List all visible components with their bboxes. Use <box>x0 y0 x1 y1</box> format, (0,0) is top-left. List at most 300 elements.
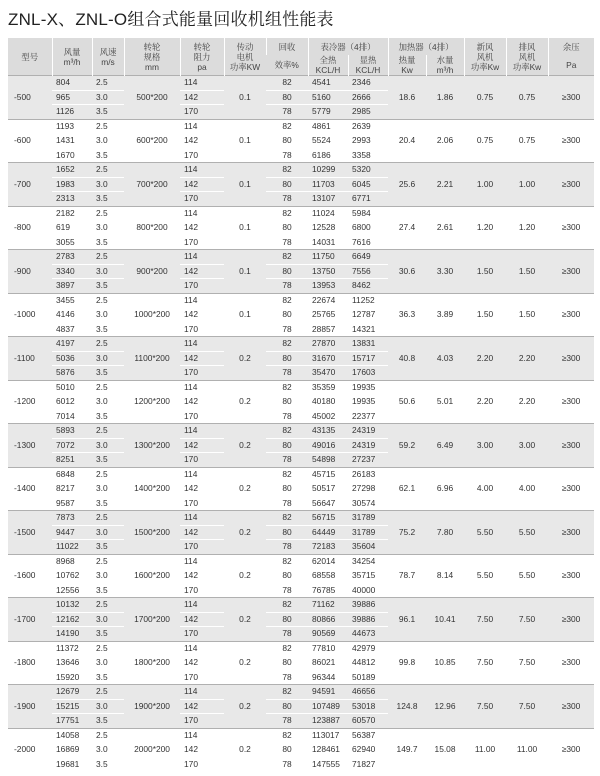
sensible-heat-cell: 34254 <box>348 554 388 569</box>
table-row <box>8 598 594 613</box>
header-recovery-eff: 效率% <box>266 55 308 76</box>
table-row <box>8 76 594 91</box>
airflow-cell: 804 <box>52 76 92 91</box>
heat-output-cell: 124.8 <box>388 685 426 729</box>
wheel-spec-cell: 700*200 <box>124 163 180 207</box>
sensible-heat-cell: 46656 <box>348 685 388 700</box>
sensible-heat-cell: 24319 <box>348 424 388 439</box>
resistance-cell: 170 <box>180 496 224 511</box>
velocity-cell: 2.5 <box>92 163 124 178</box>
total-heat-cell: 5160 <box>308 90 348 105</box>
table-row <box>8 554 594 569</box>
table-row <box>8 380 594 395</box>
resistance-cell: 170 <box>180 192 224 207</box>
header-total-heat: 全热 KCL/H <box>308 55 348 76</box>
sensible-heat-cell: 19935 <box>348 380 388 395</box>
sensible-heat-cell: 7616 <box>348 235 388 250</box>
velocity-cell: 3.0 <box>92 438 124 453</box>
airflow-cell: 1126 <box>52 105 92 120</box>
wheel-spec-cell: 1200*200 <box>124 380 180 424</box>
model-cell: -1200 <box>8 380 52 424</box>
header-model: 型号 <box>8 38 52 76</box>
total-heat-cell: 56715 <box>308 511 348 526</box>
water-flow-cell: 3.30 <box>426 250 464 294</box>
total-heat-cell: 10299 <box>308 163 348 178</box>
water-flow-cell: 6.96 <box>426 467 464 511</box>
velocity-cell: 2.5 <box>92 467 124 482</box>
airflow-cell: 2182 <box>52 206 92 221</box>
resistance-cell: 170 <box>180 670 224 685</box>
model-cell: -600 <box>8 119 52 163</box>
exhaust-fan-cell: 7.50 <box>506 685 548 729</box>
total-heat-cell: 40180 <box>308 395 348 410</box>
efficiency-cell: 78 <box>266 409 308 424</box>
wheel-spec-cell: 1300*200 <box>124 424 180 468</box>
model-cell: -1400 <box>8 467 52 511</box>
velocity-cell: 3.0 <box>92 525 124 540</box>
wheel-spec-cell: 900*200 <box>124 250 180 294</box>
residual-pressure-cell: ≥300 <box>548 293 594 337</box>
total-heat-cell: 13750 <box>308 264 348 279</box>
header-fresh-fan: 新风 风机 功率Kw <box>464 38 506 76</box>
total-heat-cell: 123887 <box>308 714 348 729</box>
sensible-heat-cell: 56387 <box>348 728 388 743</box>
resistance-cell: 170 <box>180 105 224 120</box>
residual-pressure-cell: ≥300 <box>548 119 594 163</box>
airflow-cell: 11372 <box>52 641 92 656</box>
efficiency-cell: 82 <box>266 206 308 221</box>
efficiency-cell: 78 <box>266 757 308 771</box>
sensible-heat-cell: 53018 <box>348 699 388 714</box>
header-cooler: 表冷器（4排） <box>308 38 388 55</box>
resistance-cell: 142 <box>180 308 224 323</box>
resistance-cell: 114 <box>180 728 224 743</box>
airflow-cell: 1652 <box>52 163 92 178</box>
airflow-cell: 9447 <box>52 525 92 540</box>
total-heat-cell: 64449 <box>308 525 348 540</box>
airflow-cell: 5036 <box>52 351 92 366</box>
sensible-heat-cell: 42979 <box>348 641 388 656</box>
exhaust-fan-cell: 2.20 <box>506 380 548 424</box>
sensible-heat-cell: 6045 <box>348 177 388 192</box>
velocity-cell: 2.5 <box>92 206 124 221</box>
resistance-cell: 170 <box>180 279 224 294</box>
efficiency-cell: 78 <box>266 105 308 120</box>
efficiency-cell: 78 <box>266 235 308 250</box>
water-flow-cell: 7.80 <box>426 511 464 555</box>
motor-cell: 0.1 <box>224 293 266 337</box>
total-heat-cell: 49016 <box>308 438 348 453</box>
efficiency-cell: 80 <box>266 177 308 192</box>
total-heat-cell: 56647 <box>308 496 348 511</box>
wheel-spec-cell: 1400*200 <box>124 467 180 511</box>
airflow-cell: 13646 <box>52 656 92 671</box>
resistance-cell: 114 <box>180 206 224 221</box>
heat-output-cell: 59.2 <box>388 424 426 468</box>
header-residual-unit: Pa <box>548 55 594 76</box>
residual-pressure-cell: ≥300 <box>548 250 594 294</box>
airflow-cell: 15920 <box>52 670 92 685</box>
efficiency-cell: 78 <box>266 279 308 294</box>
resistance-cell: 114 <box>180 163 224 178</box>
velocity-cell: 3.0 <box>92 134 124 149</box>
efficiency-cell: 80 <box>266 525 308 540</box>
resistance-cell: 170 <box>180 453 224 468</box>
velocity-cell: 3.5 <box>92 235 124 250</box>
wheel-spec-cell: 500*200 <box>124 76 180 120</box>
efficiency-cell: 80 <box>266 612 308 627</box>
total-heat-cell: 77810 <box>308 641 348 656</box>
velocity-cell: 2.5 <box>92 337 124 352</box>
efficiency-cell: 78 <box>266 670 308 685</box>
efficiency-cell: 82 <box>266 293 308 308</box>
velocity-cell: 3.0 <box>92 90 124 105</box>
residual-pressure-cell: ≥300 <box>548 685 594 729</box>
airflow-cell: 11022 <box>52 540 92 555</box>
sensible-heat-cell: 60570 <box>348 714 388 729</box>
airflow-cell: 1193 <box>52 119 92 134</box>
airflow-cell: 7014 <box>52 409 92 424</box>
water-flow-cell: 2.61 <box>426 206 464 250</box>
exhaust-fan-cell: 0.75 <box>506 119 548 163</box>
total-heat-cell: 35359 <box>308 380 348 395</box>
velocity-cell: 2.5 <box>92 250 124 265</box>
model-cell: -1800 <box>8 641 52 685</box>
resistance-cell: 142 <box>180 569 224 584</box>
total-heat-cell: 107489 <box>308 699 348 714</box>
exhaust-fan-cell: 1.50 <box>506 250 548 294</box>
airflow-cell: 8968 <box>52 554 92 569</box>
motor-cell: 0.2 <box>224 554 266 598</box>
sensible-heat-cell: 50189 <box>348 670 388 685</box>
sensible-heat-cell: 31789 <box>348 525 388 540</box>
resistance-cell: 170 <box>180 366 224 381</box>
total-heat-cell: 96344 <box>308 670 348 685</box>
sensible-heat-cell: 3358 <box>348 148 388 163</box>
heat-output-cell: 30.6 <box>388 250 426 294</box>
resistance-cell: 114 <box>180 685 224 700</box>
efficiency-cell: 80 <box>266 221 308 236</box>
model-cell: -1900 <box>8 685 52 729</box>
sensible-heat-cell: 22377 <box>348 409 388 424</box>
header-wheel-resistance: 转轮 阻力 pa <box>180 38 224 76</box>
sensible-heat-cell: 44673 <box>348 627 388 642</box>
total-heat-cell: 80866 <box>308 612 348 627</box>
header-heat-output: 热量 Kw <box>388 55 426 76</box>
velocity-cell: 3.5 <box>92 279 124 294</box>
total-heat-cell: 14031 <box>308 235 348 250</box>
efficiency-cell: 78 <box>266 714 308 729</box>
efficiency-cell: 78 <box>266 627 308 642</box>
airflow-cell: 3340 <box>52 264 92 279</box>
sensible-heat-cell: 19935 <box>348 395 388 410</box>
water-flow-cell: 12.96 <box>426 685 464 729</box>
total-heat-cell: 27870 <box>308 337 348 352</box>
resistance-cell: 114 <box>180 380 224 395</box>
airflow-cell: 7873 <box>52 511 92 526</box>
total-heat-cell: 5524 <box>308 134 348 149</box>
resistance-cell: 170 <box>180 583 224 598</box>
page-title: ZNL-X、ZNL-O组合式能量回收机组性能表 <box>8 10 334 29</box>
resistance-cell: 114 <box>180 554 224 569</box>
sensible-heat-cell: 11252 <box>348 293 388 308</box>
residual-pressure-cell: ≥300 <box>548 76 594 120</box>
resistance-cell: 142 <box>180 699 224 714</box>
airflow-cell: 3455 <box>52 293 92 308</box>
velocity-cell: 2.5 <box>92 554 124 569</box>
header-exhaust-fan: 排风 风机 功率Kw <box>506 38 548 76</box>
sensible-heat-cell: 2985 <box>348 105 388 120</box>
airflow-cell: 4146 <box>52 308 92 323</box>
efficiency-cell: 80 <box>266 656 308 671</box>
resistance-cell: 114 <box>180 337 224 352</box>
efficiency-cell: 78 <box>266 366 308 381</box>
model-cell: -800 <box>8 206 52 250</box>
water-flow-cell: 15.08 <box>426 728 464 771</box>
sensible-heat-cell: 39886 <box>348 598 388 613</box>
total-heat-cell: 4861 <box>308 119 348 134</box>
header-residual-pressure: 余压 <box>548 38 594 55</box>
exhaust-fan-cell: 7.50 <box>506 598 548 642</box>
wheel-spec-cell: 1100*200 <box>124 337 180 381</box>
resistance-cell: 114 <box>180 641 224 656</box>
velocity-cell: 3.5 <box>92 322 124 337</box>
efficiency-cell: 78 <box>266 540 308 555</box>
residual-pressure-cell: ≥300 <box>548 511 594 555</box>
velocity-cell: 3.0 <box>92 264 124 279</box>
fresh-fan-cell: 3.00 <box>464 424 506 468</box>
resistance-cell: 142 <box>180 395 224 410</box>
airflow-cell: 17751 <box>52 714 92 729</box>
airflow-cell: 8251 <box>52 453 92 468</box>
airflow-cell: 4197 <box>52 337 92 352</box>
efficiency-cell: 82 <box>266 337 308 352</box>
residual-pressure-cell: ≥300 <box>548 380 594 424</box>
efficiency-cell: 82 <box>266 467 308 482</box>
efficiency-cell: 82 <box>266 598 308 613</box>
total-heat-cell: 72183 <box>308 540 348 555</box>
water-flow-cell: 3.89 <box>426 293 464 337</box>
resistance-cell: 142 <box>180 134 224 149</box>
header-airflow: 风量 m³/h <box>52 38 92 76</box>
velocity-cell: 3.5 <box>92 627 124 642</box>
velocity-cell: 3.5 <box>92 148 124 163</box>
airflow-cell: 12556 <box>52 583 92 598</box>
sensible-heat-cell: 14321 <box>348 322 388 337</box>
total-heat-cell: 22674 <box>308 293 348 308</box>
exhaust-fan-cell: 1.00 <box>506 163 548 207</box>
velocity-cell: 2.5 <box>92 119 124 134</box>
sensible-heat-cell: 6800 <box>348 221 388 236</box>
resistance-cell: 114 <box>180 424 224 439</box>
wheel-spec-cell: 1500*200 <box>124 511 180 555</box>
airflow-cell: 1983 <box>52 177 92 192</box>
velocity-cell: 2.5 <box>92 641 124 656</box>
airflow-cell: 1670 <box>52 148 92 163</box>
total-heat-cell: 12528 <box>308 221 348 236</box>
efficiency-cell: 82 <box>266 424 308 439</box>
exhaust-fan-cell: 1.20 <box>506 206 548 250</box>
water-flow-cell: 10.41 <box>426 598 464 642</box>
airflow-cell: 10762 <box>52 569 92 584</box>
efficiency-cell: 82 <box>266 511 308 526</box>
exhaust-fan-cell: 2.20 <box>506 337 548 381</box>
resistance-cell: 170 <box>180 627 224 642</box>
efficiency-cell: 78 <box>266 148 308 163</box>
airflow-cell: 4837 <box>52 322 92 337</box>
efficiency-cell: 80 <box>266 308 308 323</box>
water-flow-cell: 2.21 <box>426 163 464 207</box>
velocity-cell: 2.5 <box>92 685 124 700</box>
efficiency-cell: 78 <box>266 583 308 598</box>
sensible-heat-cell: 35715 <box>348 569 388 584</box>
resistance-cell: 142 <box>180 351 224 366</box>
velocity-cell: 3.5 <box>92 453 124 468</box>
sensible-heat-cell: 6649 <box>348 250 388 265</box>
header-heater: 加热器（4排） <box>388 38 464 55</box>
heat-output-cell: 36.3 <box>388 293 426 337</box>
efficiency-cell: 82 <box>266 641 308 656</box>
efficiency-cell: 80 <box>266 743 308 758</box>
water-flow-cell: 6.49 <box>426 424 464 468</box>
sensible-heat-cell: 62940 <box>348 743 388 758</box>
velocity-cell: 2.5 <box>92 598 124 613</box>
heat-output-cell: 27.4 <box>388 206 426 250</box>
model-cell: -500 <box>8 76 52 120</box>
total-heat-cell: 11024 <box>308 206 348 221</box>
resistance-cell: 142 <box>180 221 224 236</box>
efficiency-cell: 80 <box>266 438 308 453</box>
total-heat-cell: 4541 <box>308 76 348 91</box>
sensible-heat-cell: 5984 <box>348 206 388 221</box>
airflow-cell: 5876 <box>52 366 92 381</box>
exhaust-fan-cell: 0.75 <box>506 76 548 120</box>
motor-cell: 0.1 <box>224 206 266 250</box>
total-heat-cell: 31670 <box>308 351 348 366</box>
total-heat-cell: 86021 <box>308 656 348 671</box>
airflow-cell: 1431 <box>52 134 92 149</box>
fresh-fan-cell: 5.50 <box>464 511 506 555</box>
motor-cell: 0.2 <box>224 337 266 381</box>
residual-pressure-cell: ≥300 <box>548 424 594 468</box>
table-row <box>8 206 594 221</box>
resistance-cell: 142 <box>180 743 224 758</box>
motor-cell: 0.2 <box>224 380 266 424</box>
sensible-heat-cell: 13831 <box>348 337 388 352</box>
total-heat-cell: 6186 <box>308 148 348 163</box>
efficiency-cell: 80 <box>266 569 308 584</box>
airflow-cell: 6012 <box>52 395 92 410</box>
sensible-heat-cell: 15717 <box>348 351 388 366</box>
header-water-flow: 水量 m³/h <box>426 55 464 76</box>
sensible-heat-cell: 2346 <box>348 76 388 91</box>
airflow-cell: 965 <box>52 90 92 105</box>
velocity-cell: 3.0 <box>92 612 124 627</box>
heat-output-cell: 149.7 <box>388 728 426 771</box>
table-row <box>8 511 594 526</box>
velocity-cell: 3.5 <box>92 366 124 381</box>
residual-pressure-cell: ≥300 <box>548 163 594 207</box>
efficiency-cell: 82 <box>266 685 308 700</box>
velocity-cell: 3.5 <box>92 583 124 598</box>
resistance-cell: 170 <box>180 757 224 771</box>
motor-cell: 0.2 <box>224 424 266 468</box>
fresh-fan-cell: 1.50 <box>464 250 506 294</box>
airflow-cell: 9587 <box>52 496 92 511</box>
model-cell: -1000 <box>8 293 52 337</box>
resistance-cell: 170 <box>180 540 224 555</box>
fresh-fan-cell: 11.00 <box>464 728 506 771</box>
resistance-cell: 142 <box>180 482 224 497</box>
table-row <box>8 119 594 134</box>
efficiency-cell: 82 <box>266 76 308 91</box>
velocity-cell: 3.5 <box>92 757 124 771</box>
water-flow-cell: 10.85 <box>426 641 464 685</box>
wheel-spec-cell: 2000*200 <box>124 728 180 771</box>
total-heat-cell: 43135 <box>308 424 348 439</box>
efficiency-cell: 82 <box>266 554 308 569</box>
velocity-cell: 3.0 <box>92 177 124 192</box>
velocity-cell: 2.5 <box>92 76 124 91</box>
motor-cell: 0.1 <box>224 250 266 294</box>
table-row <box>8 728 594 743</box>
resistance-cell: 170 <box>180 322 224 337</box>
fresh-fan-cell: 0.75 <box>464 76 506 120</box>
model-cell: -1600 <box>8 554 52 598</box>
velocity-cell: 2.5 <box>92 424 124 439</box>
total-heat-cell: 128461 <box>308 743 348 758</box>
velocity-cell: 2.5 <box>92 728 124 743</box>
exhaust-fan-cell: 4.00 <box>506 467 548 511</box>
total-heat-cell: 147555 <box>308 757 348 771</box>
wheel-spec-cell: 1700*200 <box>124 598 180 642</box>
total-heat-cell: 50517 <box>308 482 348 497</box>
sensible-heat-cell: 30574 <box>348 496 388 511</box>
heat-output-cell: 20.4 <box>388 119 426 163</box>
resistance-cell: 114 <box>180 293 224 308</box>
efficiency-cell: 80 <box>266 134 308 149</box>
water-flow-cell: 5.01 <box>426 380 464 424</box>
total-heat-cell: 45715 <box>308 467 348 482</box>
velocity-cell: 2.5 <box>92 511 124 526</box>
total-heat-cell: 28857 <box>308 322 348 337</box>
table-row <box>8 250 594 265</box>
resistance-cell: 142 <box>180 525 224 540</box>
total-heat-cell: 90569 <box>308 627 348 642</box>
fresh-fan-cell: 7.50 <box>464 641 506 685</box>
sensible-heat-cell: 5320 <box>348 163 388 178</box>
heat-output-cell: 99.8 <box>388 641 426 685</box>
header-recovery: 回收 <box>266 38 308 55</box>
efficiency-cell: 82 <box>266 380 308 395</box>
sensible-heat-cell: 26183 <box>348 467 388 482</box>
residual-pressure-cell: ≥300 <box>548 554 594 598</box>
heat-output-cell: 75.2 <box>388 511 426 555</box>
motor-cell: 0.2 <box>224 685 266 729</box>
velocity-cell: 3.0 <box>92 395 124 410</box>
model-cell: -1500 <box>8 511 52 555</box>
sensible-heat-cell: 2639 <box>348 119 388 134</box>
velocity-cell: 3.5 <box>92 496 124 511</box>
resistance-cell: 114 <box>180 598 224 613</box>
airflow-cell: 14190 <box>52 627 92 642</box>
wheel-spec-cell: 1000*200 <box>124 293 180 337</box>
heat-output-cell: 62.1 <box>388 467 426 511</box>
motor-cell: 0.2 <box>224 728 266 771</box>
airflow-cell: 8217 <box>52 482 92 497</box>
wheel-spec-cell: 1600*200 <box>124 554 180 598</box>
table-row <box>8 163 594 178</box>
